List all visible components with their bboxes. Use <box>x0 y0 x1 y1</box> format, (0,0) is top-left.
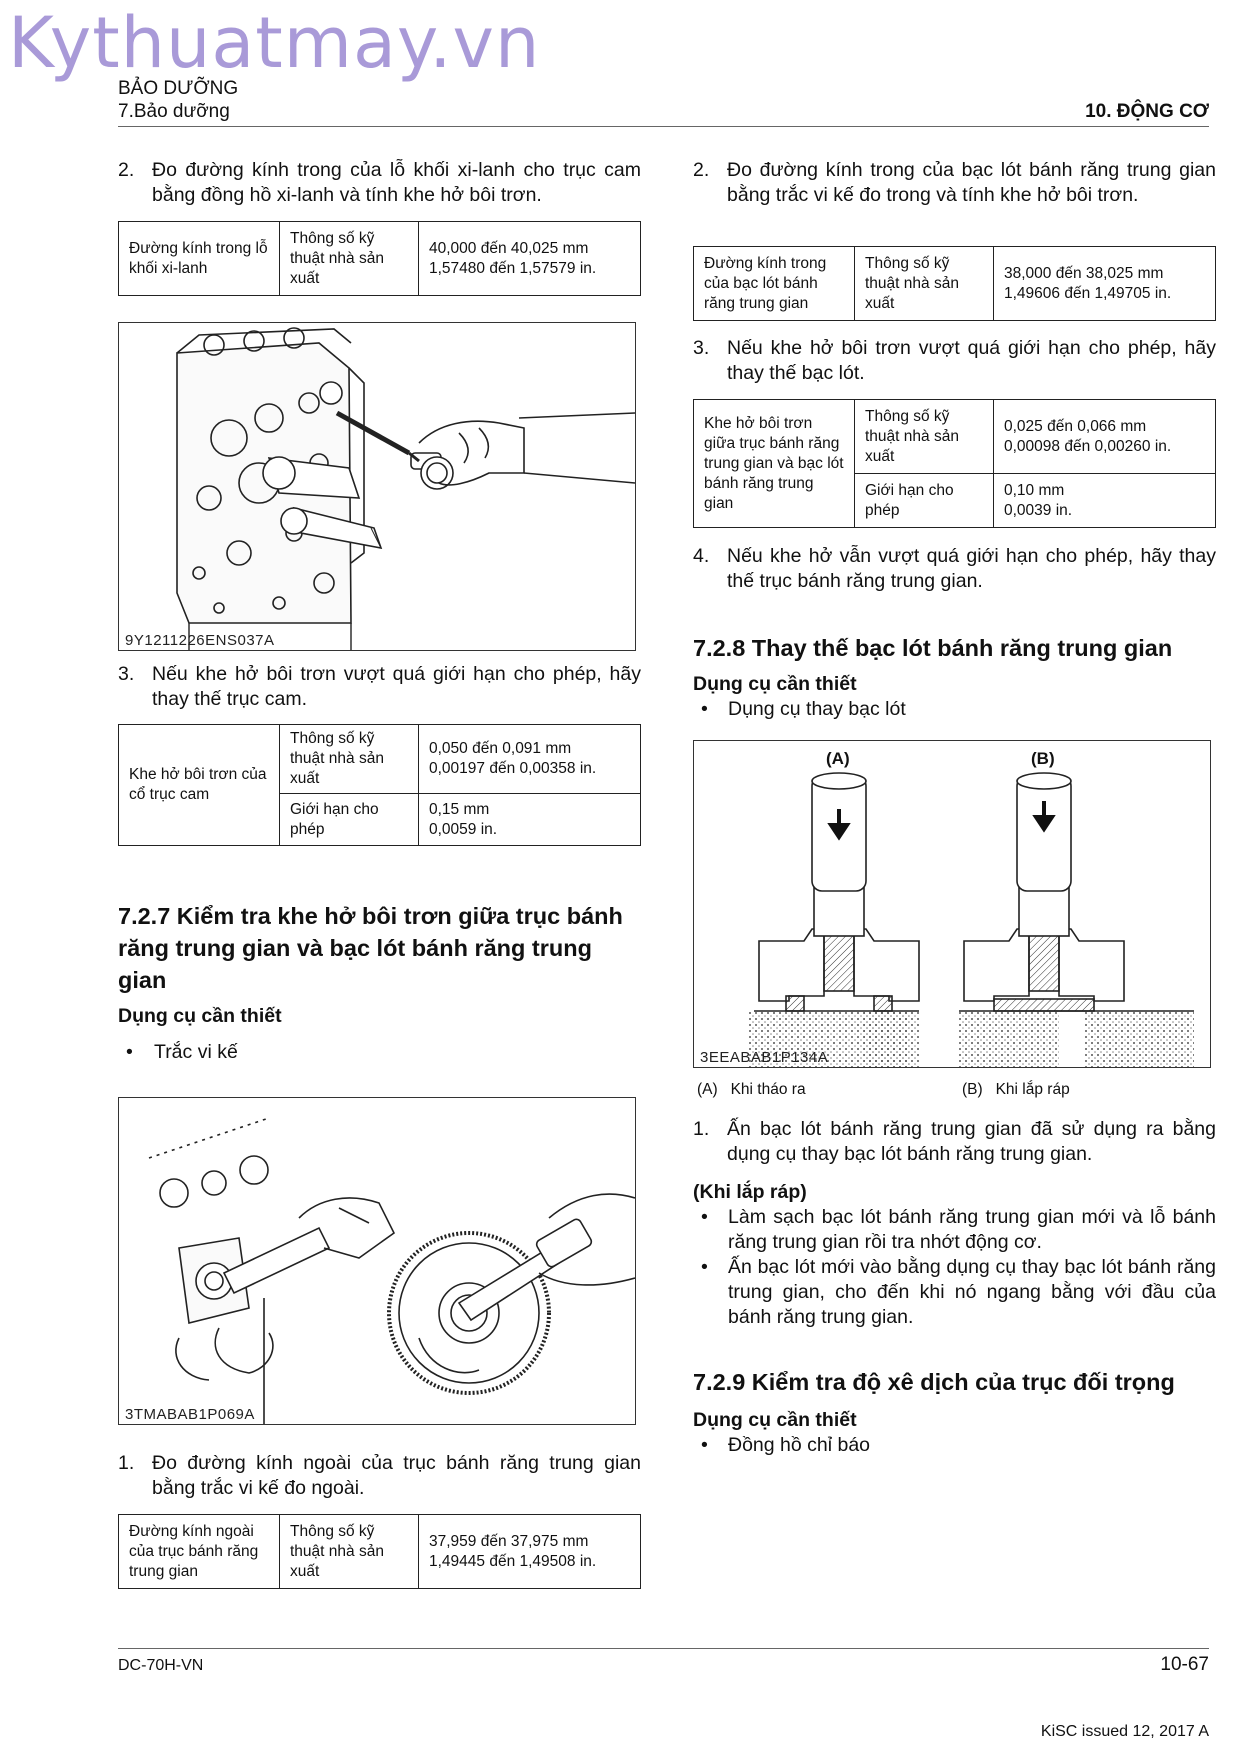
figure-code: 3EEABAB1P134A <box>700 1049 829 1066</box>
table-label: Đường kính trong lỗ khối xi-lanh <box>119 222 280 296</box>
value-in: 0,0039 in. <box>1004 501 1073 519</box>
table-value <box>419 725 641 794</box>
value-mm: 40,000 đến 40,025 mm <box>429 239 589 257</box>
section-7-2-8 <box>693 632 1216 722</box>
bushing-press-illustration <box>694 741 1210 1067</box>
right-table-2 <box>693 399 1216 528</box>
figure-label-b: (B) <box>1031 749 1055 768</box>
figure-bushing-tool <box>693 740 1211 1068</box>
right-step-2 <box>693 158 1216 208</box>
step-number: 4. <box>693 545 710 567</box>
table-limit-value <box>419 794 641 846</box>
header-section: BẢO DƯỠNG <box>118 78 239 99</box>
bullet-dot: • <box>701 698 708 720</box>
figure-code: 9Y1211226ENS037A <box>125 632 275 649</box>
table-value <box>419 1515 641 1589</box>
table-label: Khe hở bôi trơn giữa trục bánh răng trung gian và bạc lót bánh răng trung gian <box>694 400 855 528</box>
table-spec-label: Thông số kỹ thuật nhà sản xuất <box>855 400 994 474</box>
bullet-dot: • <box>701 1434 708 1456</box>
caption-a <box>697 1081 806 1099</box>
value-in: 0,00098 đến 0,00260 in. <box>1004 437 1172 455</box>
header-chapter: 10. ĐỘNG CƠ <box>1085 101 1209 122</box>
section-title: 7.2.9 Kiểm tra độ xê dịch của trục đối trọng <box>693 1369 1175 1395</box>
table-label: Đường kính trong của bạc lót bánh răng trung gian <box>694 247 855 321</box>
caption-b-letter: (B) <box>962 1081 983 1098</box>
step-text: Đo đường kính trong của bạc lót bánh răng trung gian bằng trắc vi kế đo trong và tính khe hở bôi trơn. <box>727 159 1216 206</box>
caption-b <box>962 1081 1070 1099</box>
figure-code: 3TMABAB1P069A <box>125 1406 255 1423</box>
table-label: Khe hở bôi trơn của cổ trục cam <box>119 725 280 846</box>
section-7-2-7 <box>118 900 641 1065</box>
value-in: 0,0059 in. <box>429 820 498 838</box>
step-number: 3. <box>118 663 135 685</box>
left-step-3 <box>118 662 641 712</box>
figure-label-a: (A) <box>826 749 850 768</box>
tool-item: Đồng hồ chỉ báo <box>728 1434 871 1456</box>
value-mm: 38,000 đến 38,025 mm <box>1004 264 1164 282</box>
footer-page-number: 10-67 <box>1160 1654 1209 1675</box>
table-value <box>994 400 1216 474</box>
step-text: Ấn bạc lót bánh răng trung gian đã sử dụng ra bằng dụng cụ thay bạc lót bánh răng trung gian. <box>727 1118 1216 1165</box>
tools-heading: Dụng cụ cần thiết <box>118 1005 282 1027</box>
section-title: 7.2.7 Kiểm tra khe hở bôi trơn giữa trục bánh răng trung gian và bạc lót bánh răng trung gian <box>118 903 623 993</box>
tools-heading: Dụng cụ cần thiết <box>693 1409 857 1431</box>
section-7-2-9 <box>693 1366 1216 1458</box>
right-step-4 <box>693 544 1216 594</box>
bullet-dot: • <box>701 1206 708 1228</box>
table-spec-label: Thông số kỹ thuật nhà sản xuất <box>855 247 994 321</box>
table-spec-label: Thông số kỹ thuật nhà sản xuất <box>280 1515 419 1589</box>
table-value <box>419 222 641 296</box>
figure-micrometer-measure <box>118 1097 636 1425</box>
right-step-1 <box>693 1117 1216 1167</box>
step-number: 2. <box>118 159 135 181</box>
watermark: Kythuatmay.vn <box>8 2 541 84</box>
step-text: Nếu khe hở vẫn vượt quá giới hạn cho phép, hãy thay thế trục bánh răng trung gian. <box>727 545 1216 592</box>
value-mm: 0,025 đến 0,066 mm <box>1004 417 1147 435</box>
step-number: 3. <box>693 337 710 359</box>
section-title: 7.2.8 Thay thế bạc lót bánh răng trung gian <box>693 635 1173 661</box>
footer-issued: KiSC issued 12, 2017 A <box>1040 1723 1209 1740</box>
header-rule <box>118 126 1209 127</box>
assembly-bullet-1: Làm sạch bạc lót bánh răng trung gian mới và lỗ bánh răng trung gian rồi tra nhớt động cơ. <box>728 1206 1216 1253</box>
table-label: Đường kính ngoài của trục bánh răng trung gian <box>119 1515 280 1589</box>
table-limit-label: Giới hạn cho phép <box>280 794 419 846</box>
step-number: 2. <box>693 159 710 181</box>
right-table-1 <box>693 246 1216 321</box>
value-in: 1,49445 đến 1,49508 in. <box>429 1552 597 1570</box>
tool-item: Dụng cụ thay bạc lót <box>728 698 906 720</box>
tool-item: Trắc vi kế <box>154 1041 238 1063</box>
right-step-3 <box>693 336 1216 386</box>
idle-gear-illustration <box>119 1098 635 1424</box>
table-spec-label: Thông số kỹ thuật nhà sản xuất <box>280 222 419 296</box>
caption-b-text: Khi lắp ráp <box>995 1081 1070 1098</box>
bullet-dot: • <box>701 1256 708 1278</box>
value-mm: 0,10 mm <box>1004 481 1065 499</box>
left-step-1 <box>118 1451 641 1501</box>
value-in: 1,49606 đến 1,49705 in. <box>1004 284 1172 302</box>
value-in: 1,57480 đến 1,57579 in. <box>429 259 597 277</box>
figure-cylinder-gauge <box>118 322 636 651</box>
value-in: 0,00197 đến 0,00358 in. <box>429 760 597 777</box>
footer-doc-code: DC-70H-VN <box>118 1657 204 1674</box>
table-value <box>994 247 1216 321</box>
left-table-2 <box>118 724 641 846</box>
table-limit-label: Giới hạn cho phép <box>855 474 994 528</box>
step-text: Nếu khe hở bôi trơn vượt quá giới hạn cho phép, hãy thay thế trục cam. <box>152 663 641 710</box>
bullet-dot: • <box>126 1041 133 1063</box>
footer-rule <box>118 1648 1209 1649</box>
assembly-heading: (Khi lắp ráp) <box>693 1181 807 1203</box>
table-spec-label: Thông số kỹ thuật nhà sản xuất <box>280 725 419 794</box>
assembly-bullet-2: Ấn bạc lót mới vào bằng dụng cụ thay bạc lót bánh răng trung gian, cho đến khi nó ngang bằng với đầu của bánh răng trung gian. <box>728 1256 1216 1328</box>
caption-a-letter: (A) <box>697 1081 718 1098</box>
step-number: 1. <box>118 1452 135 1474</box>
caption-a-text: Khi tháo ra <box>730 1081 806 1098</box>
left-table-3 <box>118 1514 641 1589</box>
header-subsection: 7.Bảo dưỡng <box>118 101 230 122</box>
step-number: 1. <box>693 1118 710 1140</box>
step-text: Đo đường kính ngoài của trục bánh răng trung gian bằng trắc vi kế đo ngoài. <box>152 1452 641 1499</box>
step-text: Đo đường kính trong của lỗ khối xi-lanh cho trục cam bằng đồng hồ xi-lanh và tính khe hở bôi trơn. <box>152 159 641 206</box>
value-mm: 0,050 đến 0,091 mm <box>429 740 572 757</box>
left-step-2 <box>118 158 641 208</box>
value-mm: 37,959 đến 37,975 mm <box>429 1532 589 1550</box>
step-text: Nếu khe hở bôi trơn vượt quá giới hạn cho phép, hãy thay thế bạc lót. <box>727 337 1216 384</box>
left-table-1 <box>118 221 641 296</box>
engine-block-illustration <box>119 323 635 650</box>
value-mm: 0,15 mm <box>429 800 490 818</box>
tools-heading: Dụng cụ cần thiết <box>693 673 857 695</box>
table-limit-value <box>994 474 1216 528</box>
assembly-section <box>693 1180 1216 1330</box>
